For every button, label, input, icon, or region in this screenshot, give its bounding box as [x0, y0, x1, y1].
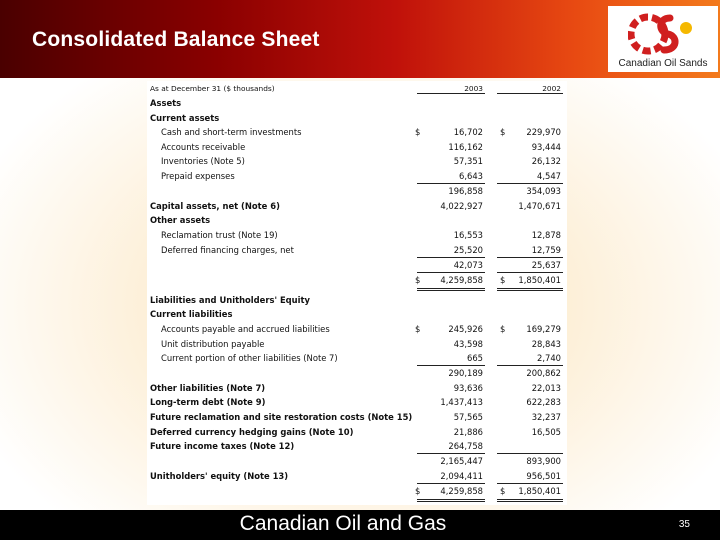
slide-footer [0, 510, 720, 540]
table-heading: As at December 31 ($ thousands) [150, 84, 275, 93]
row-label: Accounts payable and accrued liabilities [161, 324, 330, 334]
value-2002: 22,013 [531, 383, 561, 393]
table-row [147, 169, 567, 183]
logo-mark-icon [628, 10, 698, 58]
footer-text: Canadian Oil and Gas [239, 512, 447, 535]
row-label: Capital assets, net (Note 6) [150, 201, 280, 211]
total-row [147, 273, 567, 287]
value-2002: 32,237 [531, 412, 561, 422]
row-label: Current portion of other liabilities (Note 7) [161, 353, 338, 363]
table-row [147, 395, 567, 409]
dollar-sign: $ [500, 275, 506, 285]
value-2003: 4,259,858 [440, 275, 483, 285]
value-2002: 1,850,401 [518, 486, 561, 496]
dollar-sign: $ [415, 324, 421, 334]
table-row [147, 439, 567, 453]
row-label: Deferred currency hedging gains (Note 10) [150, 427, 354, 437]
value-2003: 57,351 [453, 156, 483, 166]
value-2003: 245,926 [448, 324, 483, 334]
value-2003: 4,022,927 [440, 201, 483, 211]
value-2003: 2,094,411 [440, 471, 483, 481]
value-2003: 290,189 [448, 368, 483, 378]
row-label: Prepaid expenses [161, 171, 235, 181]
value-2003: 264,758 [448, 441, 483, 451]
double-total-rule [417, 288, 485, 291]
table-row [147, 199, 567, 213]
page-number: 35 [678, 519, 690, 530]
value-2003: 4,259,858 [440, 486, 483, 496]
value-2002: 1,850,401 [518, 275, 561, 285]
value-2002: 956,501 [526, 471, 561, 481]
table-row [147, 469, 567, 483]
row-label: Future reclamation and site restoration costs (Note 15) [150, 412, 413, 422]
subsection-heading: Current assets [150, 113, 220, 123]
table-row [147, 140, 567, 154]
table-row [147, 125, 567, 139]
row-label: Inventories (Note 5) [161, 156, 245, 166]
logo-text: Canadian Oil Sands [618, 58, 708, 69]
value-2002: 169,279 [526, 324, 561, 334]
subtotal-row [147, 184, 567, 198]
row-label: Accounts receivable [161, 142, 246, 152]
value-2003: 116,162 [448, 142, 483, 152]
subtotal-row [147, 258, 567, 272]
value-2003: 1,437,413 [440, 397, 483, 407]
value-2003: 25,520 [453, 245, 483, 255]
subsection-heading: Other assets [150, 215, 211, 225]
column-header-2003: 2003 [464, 84, 483, 93]
double-total-rule [497, 499, 563, 502]
value-2003: 42,073 [453, 260, 483, 270]
slide-header [0, 0, 720, 78]
value-2002: 28,843 [531, 339, 561, 349]
table-row [147, 228, 567, 242]
value-2003: 6,643 [459, 171, 483, 181]
value-2003: 2,165,447 [440, 456, 483, 466]
row-label: Other liabilities (Note 7) [150, 383, 266, 393]
row-label: Reclamation trust (Note 19) [161, 230, 278, 240]
value-2002: 2,740 [537, 353, 561, 363]
value-2002: 4,547 [537, 171, 561, 181]
row-label: Deferred financing charges, net [161, 245, 294, 255]
row-label: Future income taxes (Note 12) [150, 441, 295, 451]
dollar-sign: $ [500, 127, 506, 137]
row-label: Long-term debt (Note 9) [150, 397, 266, 407]
dollar-sign: $ [500, 324, 506, 334]
table-row [147, 351, 567, 365]
value-2003: 16,553 [453, 230, 483, 240]
total-row [147, 484, 567, 498]
dollar-sign: $ [415, 127, 421, 137]
company-logo [608, 6, 718, 72]
value-2003: 21,886 [453, 427, 483, 437]
row-label: Unitholders' equity (Note 13) [150, 471, 289, 481]
value-2002: 93,444 [531, 142, 561, 152]
table-row [147, 410, 567, 424]
balance-sheet-table [147, 81, 567, 505]
table-row [147, 381, 567, 395]
table-row [147, 337, 567, 351]
value-2002: 200,862 [526, 368, 561, 378]
value-2003: 16,702 [453, 127, 483, 137]
dollar-sign: $ [500, 486, 506, 496]
table-row [147, 243, 567, 257]
value-2003: 93,636 [453, 383, 483, 393]
table-row [147, 322, 567, 336]
subtotal-row [147, 454, 567, 468]
value-2002: 16,505 [531, 427, 561, 437]
row-label: Unit distribution payable [161, 339, 265, 349]
value-2002: 893,900 [526, 456, 561, 466]
dollar-sign: $ [415, 486, 421, 496]
value-2002: 12,759 [531, 245, 561, 255]
double-total-rule [497, 288, 563, 291]
value-2003: 57,565 [453, 412, 483, 422]
value-2003: 665 [467, 353, 483, 363]
value-2002: 1,470,671 [518, 201, 561, 211]
value-2002: 229,970 [526, 127, 561, 137]
value-2002: 25,637 [531, 260, 561, 270]
value-2002: 26,132 [531, 156, 561, 166]
section-heading: Assets [150, 98, 182, 108]
table-row [147, 425, 567, 439]
header-rule-2002 [497, 93, 563, 94]
value-2002: 12,878 [531, 230, 561, 240]
value-2003: 196,858 [448, 186, 483, 196]
header-rule-2003 [417, 93, 485, 94]
value-2002: 622,283 [526, 397, 561, 407]
section-heading: Liabilities and Unitholders' Equity [150, 295, 310, 305]
subtotal-row [147, 366, 567, 380]
value-2002: 354,093 [526, 186, 561, 196]
value-2003: 43,598 [453, 339, 483, 349]
double-total-rule [417, 499, 485, 502]
table-row [147, 154, 567, 168]
slide-title: Consolidated Balance Sheet [32, 28, 320, 51]
dollar-sign: $ [415, 275, 421, 285]
row-label: Cash and short-term investments [161, 127, 302, 137]
column-header-2002: 2002 [542, 84, 561, 93]
subsection-heading: Current liabilities [150, 309, 233, 319]
